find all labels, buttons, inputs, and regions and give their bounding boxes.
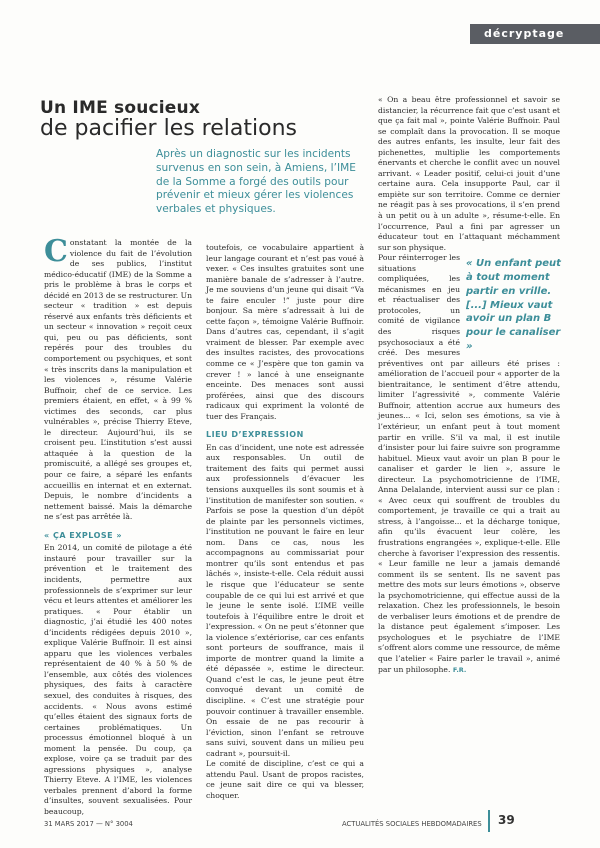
section-tab: décryptage [470,24,600,44]
paragraph: toutefois, ce vocabulaire appartient à leur langage courant et n’est pas voué à vexer. « Ces insultes gratuites sont une manière banale de s’adresser à l’autre. Je me souviens d’un jeune qui disait “Va te faire enculer !” juste pour dire bonjour. Sa mère s’adressait à lui de cette façon », témoigne Valérie Buffnoir. Dans d’autres cas, cependant, il s’agit vraiment de blesser. Par exemple avec des insultes racistes, des provocations comme ce « J’espère que ton gamin va crever ! » lancé à une enseignante enceinte. Des menaces sont aussi proférées, ainsi que des discours radicaux qui expriment la volonté de tuer des Français. [206,243,364,421]
article-lead: Après un diagnostic sur les incidents survenus en son sein, à Amiens, l’IME de la Somme a forgé des outils pour prévenir et mieux gérer les violences verbales et physiques. [156,148,356,216]
pull-quote: « Un enfant peut à tout moment partir en vrille. [...] Mieux vaut avoir un plan B pour le canaliser » [466,258,561,352]
article-title-line1: Un IME soucieux [40,98,201,118]
paragraph: onstatant la montée de la violence du fait de l’évolution de ses publics, l’institut médico-éducatif (IME) de la Somme a pris le problème à bras le corps et décidé en 2013 de se restructurer. Un secteur « tradition » est depuis réservé aux enfants très déficients et un secteur « innovation » reçoit ceux qui, peu ou pas déficients, sont repérés pour des troubles du comportement ou psychiques, et sont « très inscrits dans la manipulation et les violences », résume Valérie Buffnoir, chef de ce service. Les premiers étaient, en effet, « à 99 % victimes des seconds, car plus vulnérables », précise Thierry Eteve, le directeur. Aujourd’hui, ils se croisent peu. L’institution s’est aussi attaquée à la question de la promiscuité, a allégé ses groupes et, pour ce faire, a séparé les enfants accueillis en internat et en externat. Depuis, le nombre d’incidents a nettement baissé. Mais la démarche ne s’est pas arrêtée là. [44,238,192,522]
footer-date-issue: 31 MARS 2017 — N° 3004 [44,820,133,828]
paragraph: En 2014, un comité de pilotage a été instauré pour travailler sur la prévention et le traitement des incidents, permettre aux professionnels de s’exprimer sur leur vécu et leurs attentes et améliorer les pratiques. « Pour établir un diagnostic, j’ai étudié les 400 notes d’incidents rédigées depuis 2010 », explique Valérie Buffnoir. Il est ainsi apparu que les violences verbales représentaient de 40 % à 50 % de l’ensemble, aux côtés des violences physiques, des faits à caractère sexuel, des conduites à risques, des accidents. « Nous avons estimé qu’elles étaient des signaux forts de certaines problématiques. Un processus émotionnel bloqué à un moment la pensée. Du coup, ça explose, voire ça se traduit par des agressions physiques », analyse Thierry Eteve. A l’IME, les violences verbales prennent d’abord la forme d’insultes, souvent sexualisées. Pour beaucoup, [44,543,192,816]
subheading: LIEU D’EXPRESSION [206,430,304,440]
footer-divider [488,810,490,832]
paragraph-text: Pour réinterroger les situations compliquées, les mécanismes en jeu et réactualiser des protocoles, un comité de vigilance des risques psychosociaux a été créé. Des mesures préventives ont par ailleurs été prises : amélioration de l’accueil pour « apporter de la bientraitance, le sentiment d’être attendu, limiter l’agressivité », commente Valérie Buffnoir, attention accrue aux humeurs des jeunes... « Ici, selon ses émotions, sa vie à l’extérieur, un enfant peut à tout moment partir en vrille. S’il va mal, il est inutile d’insister pour lui faire suivre son programme habituel. Mieux vaut avoir un plan B pour le canaliser et garder le lien », assure le directeur. La psychomotricienne de l’IME, Anna Delalande, intervient aussi sur ce plan : « Avec ceux qui souffrent de troubles du comportement, je travaille ce qui a trait au stress, à l’angoisse... et la décharge tonique, afin qu’ils évacuent leur colère, les frustrations engrangées », explique-t-elle. Elle cherche à favoriser l’expression des ressentis. « Leur famille ne leur a jamais demandé comment ils se sentent. Ils ne savent pas mettre des mots sur leurs émotions », observe la psychomotricienne, qui effectue aussi de la relaxation. Chez les professionnels, le besoin de verbaliser leurs émotions et de prendre de la distance peut également s’imposer. Les psychologues et le psychiatre de l’IME s’offrent alors comme une ressource, de même que l’atelier « Faire parler le travail », animé par un philosophe. [378,253,560,674]
author-signature: F.R. [452,665,467,674]
article-column-2 [206,243,364,801]
paragraph: En cas d’incident, une note est adressée aux responsables. Un outil de traitement des faits qui permet aussi aux professionnels d’évacuer les tensions auxquelles ils sont soumis et à l’institution de manifester son soutien. « Parfois se pose la question d’un dépôt de plainte par les personnels victimes, l’institution ne pouvant le faire en leur nom. Dans ce cas, nous les accompagnons au commissariat pour montrer qu’ils sont entendus et pas lâchés », insiste-t-elle. Cela réduit aussi le risque que l’éducateur se sente coupable de ce qui lui est arrivé et que le jeune le sente isolé. L’IME veille toutefois à l’équilibre entre le droit et l’expression. « On ne peut s’étonner que la violence s’extériorise, car ces enfants sont porteurs de souffrance, mais il importe de montrer quand la limite a été dépassée », estime le directeur. Quand c’est le cas, le jeune peut être convoqué devant un comité de discipline. « C’est une stratégie pour pouvoir continuer à travailler ensemble. On essaie de ne pas recourir à l’éviction, sinon l’enfant se retrouve sans suivi, souvent dans un milieu peu cadrant », poursuit-il. [206,442,364,758]
page-number: 39 [498,813,515,827]
drop-cap: C [44,234,68,269]
paragraph: « On a beau être professionnel et savoir se distancier, la récurrence fait que c’est usant et que ça fait mal », pointe Valérie Buffnoir. Paul se complaît dans la provocation. Il se moque des autres enfants, les insulte, leur fait des pichenettes, multiplie les comportements énervants et cherche le conflit avec un nouvel arrivant. « Leader positif, celui-ci jouit d’une certaine aura. Cela insupporte Paul, car il empiète sur son territoire. Comme ce dernier ne réagit pas à ses provocations, il s’en prend à un petit ou à un adulte », résume-t-elle. En l’occurrence, Paul a fini par agresser un éducateur tout en l’attaquant méchamment sur son physique. [378,95,560,252]
footer-publication: ACTUALITÉS SOCIALES HEBDOMADAIRES [342,820,482,828]
article-title-line2: de pacifier les relations [40,116,297,141]
subheading: « ÇA EXPLOSE » [44,530,123,540]
article-column-3 [378,95,560,675]
article-column-1 [44,234,192,818]
paragraph: Le comité de discipline, c’est ce qui a attendu Paul. Usant de propos racistes, ce jeune sait dire ce qui va blesser, choquer. [206,759,364,800]
